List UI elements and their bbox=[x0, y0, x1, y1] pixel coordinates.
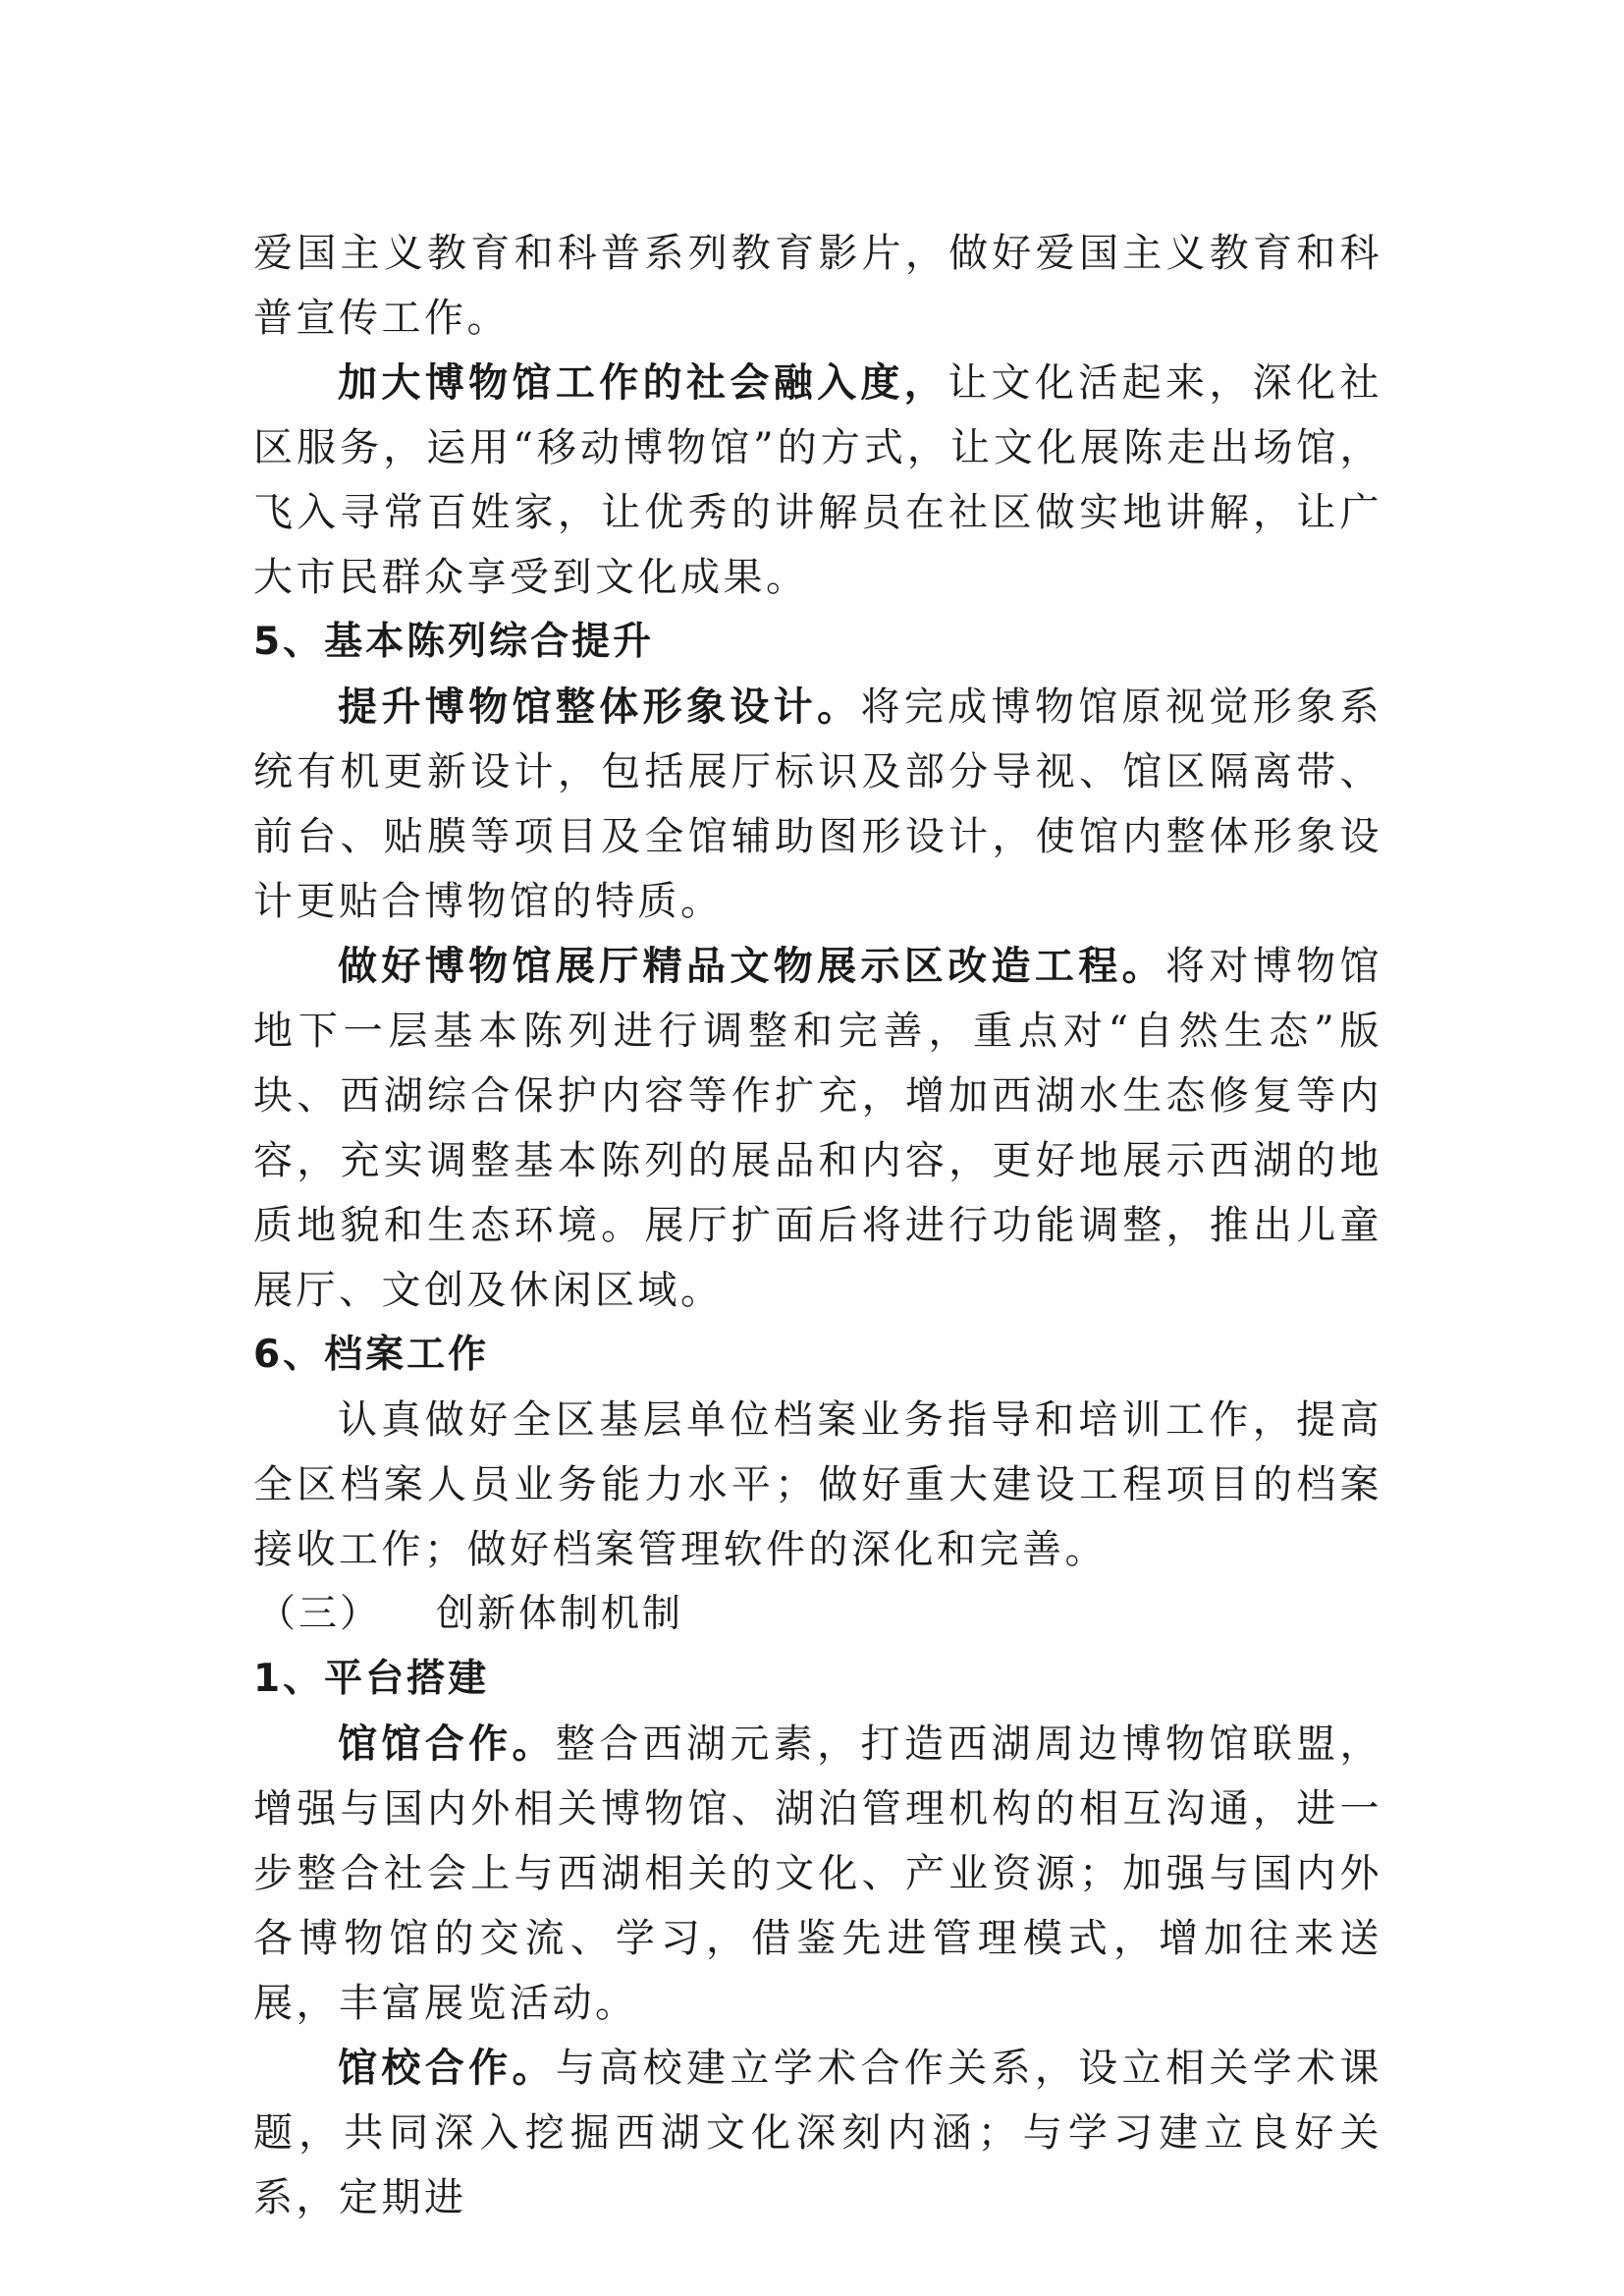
paragraph-lead: 加大博物馆工作的社会融入度， bbox=[338, 360, 948, 406]
document-body bbox=[253, 221, 1382, 2230]
paragraph-museum-cooperation bbox=[253, 1712, 1382, 2036]
paragraph-text: 爱国主义教育和科普系列教育影片，做好爱国主义教育和科普宣传工作。 bbox=[253, 231, 1382, 341]
paragraph-lead: 馆馆合作。 bbox=[338, 1722, 556, 1767]
paragraph-archives-work bbox=[253, 1388, 1382, 1582]
paragraph-text: 将完成博物馆原视觉形象系统有机更新设计，包括展厅标识及部分导视、馆区隔离带、前台、贴膜等项目及全馆辅助图形设计，使馆内整体形象设计更贴合博物馆的特质。 bbox=[253, 684, 1383, 924]
paragraph-lead: 馆校合作。 bbox=[338, 2046, 556, 2091]
section-title: 创新体制机制 bbox=[436, 1592, 684, 1636]
section-heading-innovation bbox=[253, 1582, 1382, 1647]
paragraph-image-design bbox=[253, 675, 1382, 934]
paragraph-text: 认真做好全区基层单位档案业务指导和培训工作，提高全区档案人员业务能力水平；做好重大建设工程项目的档案接收工作；做好档案管理软件的深化和完善。 bbox=[253, 1397, 1382, 1572]
section-heading-platform: 1、平台搭建 bbox=[253, 1657, 490, 1701]
paragraph-text: 让文化活起来，深化社区服务，运用“移动博物馆”的方式，让文化展陈走出场馆，飞入寻常百姓家，让优秀的讲解员在社区做实地讲解，让广大市民群众享受到文化成果。 bbox=[253, 360, 1383, 600]
paragraph-social-integration bbox=[253, 351, 1382, 610]
section-heading-archives: 6、档案工作 bbox=[253, 1333, 490, 1377]
paragraph-exhibition-renovation bbox=[253, 934, 1382, 1323]
paragraph-text: 整合西湖元素，打造西湖周边博物馆联盟，增强与国内外相关博物馆、湖泊管理机构的相互沟通，进一步整合社会上与西湖相关的文化、产业资源；加强与国内外各博物馆的交流、学习，借鉴先进管理模式，增加往来送展，丰富展览活动。 bbox=[253, 1722, 1383, 2026]
paragraph-text: 将对博物馆地下一层基本陈列进行调整和完善，重点对“自然生态”版块、西湖综合保护内容等作扩充，增加西湖水生态修复等内容，充实调整基本陈列的展品和内容，更好地展示西湖的地质地貌和生态环境。展厅扩面后将进行功能调整，推出儿童展厅、文创及休闲区域。 bbox=[253, 944, 1383, 1313]
paragraph-lead: 做好博物馆展厅精品文物展示区改造工程。 bbox=[338, 944, 1166, 989]
section-number: （三） bbox=[257, 1592, 382, 1636]
section-heading-basic-exhibition: 5、基本陈列综合提升 bbox=[253, 620, 655, 664]
paragraph-school-cooperation bbox=[253, 2036, 1382, 2230]
paragraph-continuation bbox=[253, 221, 1382, 351]
paragraph-text: 与高校建立学术合作关系，设立相关学术课题，共同深入挖掘西湖文化深刻内涵；与学习建立良好关系，定期进 bbox=[253, 2046, 1383, 2220]
paragraph-lead: 提升博物馆整体形象设计。 bbox=[338, 684, 861, 730]
